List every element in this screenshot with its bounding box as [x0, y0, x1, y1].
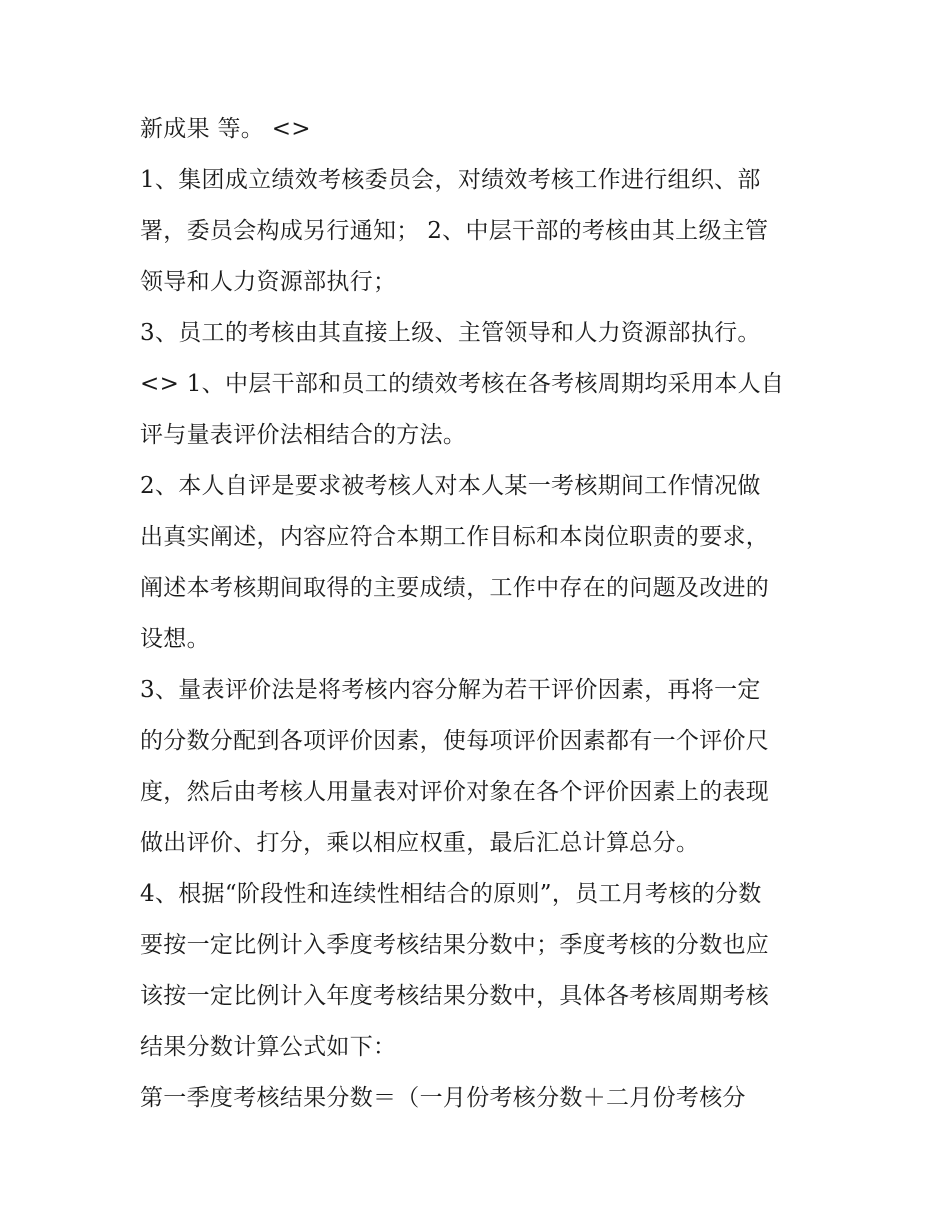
- text-line: 做出评价、打分，乘以相应权重，最后汇总计算总分。: [140, 830, 700, 856]
- text-line: 设想。: [140, 626, 210, 652]
- text-line: 要按一定比例计入季度考核结果分数中；季度考核的分数也应: [140, 932, 770, 958]
- text-line: 结果分数计算公式如下：: [140, 1034, 397, 1060]
- document-body: [140, 104, 820, 1124]
- text-line: 1、集团成立绩效考核委员会，对绩效考核工作进行组织、部: [140, 167, 761, 193]
- text-line: 阐述本考核期间取得的主要成绩，工作中存在的问题及改进的: [140, 575, 770, 601]
- text-line: 新成果 等。 <>: [140, 116, 311, 142]
- text-line: 的分数分配到各项评价因素，使每项评价因素都有一个评价尺: [140, 728, 770, 754]
- text-line: <> 1、中层干部和员工的绩效考核在各考核周期均采用本人自: [140, 371, 785, 397]
- text-line: 领导和人力资源部执行；: [140, 269, 397, 295]
- text-line: 第一季度考核结果分数＝（一月份考核分数＋二月份考核分: [140, 1085, 746, 1111]
- text-line: 该按一定比例计入年度考核结果分数中，具体各考核周期考核: [140, 983, 770, 1009]
- text-line: 署，委员会构成另行通知； 2、中层干部的考核由其上级主管: [140, 218, 769, 244]
- text-line: 评与量表评价法相结合的方法。: [140, 422, 467, 448]
- text-line: 4、根据“阶段性和连续性相结合的原则”，员工月考核的分数: [140, 881, 762, 907]
- text-line: 度，然后由考核人用量表对评价对象在各个评价因素上的表现: [140, 779, 770, 805]
- text-line: 3、员工的考核由其直接上级、主管领导和人力资源部执行。: [140, 320, 761, 346]
- text-line: 出真实阐述，内容应符合本期工作目标和本岗位职责的要求，: [140, 524, 770, 550]
- text-line: 3、量表评价法是将考核内容分解为若干评价因素，再将一定: [140, 677, 761, 703]
- text-line: 2、本人自评是要求被考核人对本人某一考核期间工作情况做: [140, 473, 761, 499]
